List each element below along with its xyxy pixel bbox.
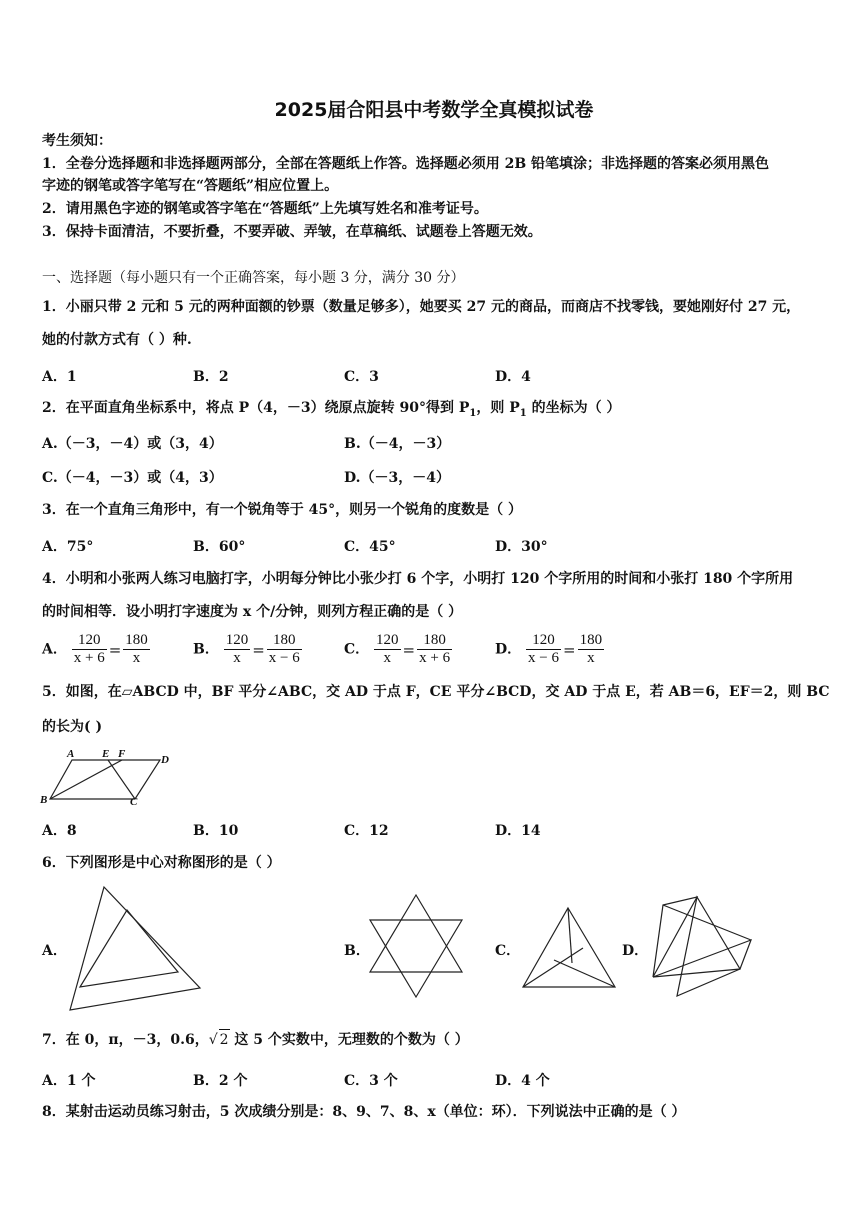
q1-option-b: B．2 xyxy=(193,369,229,385)
q4-option-c-left-fraction xyxy=(374,632,401,667)
label-b: B xyxy=(40,794,48,806)
q6-figure-a-overlapping-triangles xyxy=(65,882,205,1014)
label-e: E xyxy=(102,748,110,760)
q5-parallelogram-figure xyxy=(38,745,173,807)
q5-stem-line1: 5．如图，在▱ABCD 中，BF 平分∠ABC，交 AD 于点 F，CE 平分∠BCD，交 AD 于点 E，若 AB＝6，EF＝2，则 BC xyxy=(42,684,830,700)
sqrt-radicand: 2 xyxy=(219,1029,230,1050)
q2-stem-part-a: 2．在平面直角坐标系中，将点 P（4，－3）绕原点旋转 90°得到 P xyxy=(42,400,470,416)
q3-option-c: C．45° xyxy=(344,539,396,555)
q3-option-d: D．30° xyxy=(495,539,548,555)
q7-option-b: B．2 个 xyxy=(193,1073,248,1089)
q4-option-b-right-fraction xyxy=(267,632,302,667)
denominator: x − 6 xyxy=(268,650,300,666)
numerator: 180 xyxy=(417,632,452,650)
q4-option-c xyxy=(344,632,452,667)
q4-option-b xyxy=(193,632,302,667)
q3-option-b: B．60° xyxy=(193,539,246,555)
numerator: 180 xyxy=(579,632,603,648)
numerator: 120 xyxy=(72,632,107,650)
parallelogram-abcd xyxy=(50,760,160,799)
q2-option-b: B.（－4，－3） xyxy=(344,436,451,452)
q6-figure-c-triangle xyxy=(520,905,620,991)
q1-option-d: D．4 xyxy=(495,369,531,385)
label-c: C xyxy=(130,796,138,807)
label-f: F xyxy=(118,748,126,760)
q5-option-d: D．14 xyxy=(495,823,541,839)
q4-option-d xyxy=(495,632,604,667)
q6-option-c-label: C． xyxy=(495,943,521,959)
q7-stem-part-b: 这 5 个实数中，无理数的个数为（ ） xyxy=(229,1032,469,1048)
q2-stem-part-c: 的坐标为（ ） xyxy=(526,400,621,416)
q1-stem-line2: 她的付款方式有（ ）种. xyxy=(42,332,192,348)
q4-stem-line2: 的时间相等．设小明打字速度为 x 个/分钟，则列方程正确的是（ ） xyxy=(42,604,463,620)
inner-segment-3 xyxy=(523,948,583,987)
triangle-3 xyxy=(677,897,740,996)
q5-option-c: C．12 xyxy=(344,823,389,839)
q2-subscript-2: 1 xyxy=(519,407,527,419)
q4-option-c-right-fraction xyxy=(417,632,452,667)
notice-line-1a: 1．全卷分选择题和非选择题两部分，全部在答题纸上作答。选择题必须用 2B 铅笔填涂；非选择题的答案必须用黑色 xyxy=(42,156,770,172)
equals-sign: = xyxy=(252,640,265,659)
segment-ce xyxy=(108,760,135,799)
denominator: x − 6 xyxy=(528,650,559,666)
q6-stem: 6．下列图形是中心对称图形的是（ ） xyxy=(42,855,281,871)
large-triangle xyxy=(70,887,200,1010)
q5-stem-line2: 的长为( ) xyxy=(42,719,103,735)
q7-stem xyxy=(42,1029,469,1050)
page-title: 2025届合阳县中考数学全真模拟试卷 xyxy=(274,99,594,121)
q2-option-c: C.（－4，－3）或（4，3） xyxy=(42,470,223,486)
q6-option-a-label: A． xyxy=(42,943,67,959)
q4-option-a-label: A． xyxy=(42,641,67,658)
inner-segment-1 xyxy=(568,908,572,963)
equals-sign: = xyxy=(562,640,576,659)
numerator: 120 xyxy=(225,632,249,648)
triangle-1 xyxy=(653,897,697,977)
q7-option-a: A．1 个 xyxy=(42,1073,96,1089)
q8-stem: 8．某射击运动员练习射击，5 次成绩分别是：8、9、7、8、x（单位：环）．下列说法中正确的是（ ） xyxy=(42,1104,686,1120)
q1-option-a: A．1 xyxy=(42,369,77,385)
numerator: 120 xyxy=(526,632,561,650)
section-heading: 一、选择题（每小题只有一个正确答案，每小题 3 分，满分 30 分） xyxy=(42,270,465,286)
inner-segment-2 xyxy=(554,960,615,987)
q7-stem-part-a: 7．在 0，π，－3，0.6， xyxy=(42,1032,209,1048)
q4-option-a-right-fraction xyxy=(123,632,150,667)
q1-stem-line1: 1．小丽只带 2 元和 5 元的两种面额的钞票（数量足够多），她要买 27 元的商品，而商店不找零钱，要她刚好付 27 元， xyxy=(42,299,801,315)
radical-sign: √ xyxy=(208,1032,218,1048)
equals-sign: = xyxy=(402,640,416,659)
q4-option-a xyxy=(42,632,150,667)
q6-option-b-label: B． xyxy=(344,943,370,959)
q4-option-b-label: B． xyxy=(193,641,219,658)
notice-line-3: 3．保持卡面清洁，不要折叠，不要弄破、弄皱，在草稿纸、试题卷上答题无效。 xyxy=(42,224,542,240)
upward-triangle xyxy=(370,895,462,972)
q4-option-b-left-fraction xyxy=(224,632,251,667)
q4-stem-line1: 4．小明和小张两人练习电脑打字，小明每分钟比小张少打 6 个字，小明打 120 个字所用的时间和小张打 180 个字所用 xyxy=(42,571,794,587)
notice-line-1b: 字迹的钢笔或答字笔写在“答题纸”相应位置上。 xyxy=(42,178,339,194)
q4-option-d-label: D． xyxy=(495,641,522,658)
downward-triangle xyxy=(370,920,462,997)
q4-option-c-label: C． xyxy=(344,641,370,658)
equals-sign: = xyxy=(108,640,122,659)
denominator: x xyxy=(587,650,595,666)
q2-option-d: D.（－3，－4） xyxy=(344,470,450,486)
q7-option-c: C．3 个 xyxy=(344,1073,398,1089)
q3-option-a: A．75° xyxy=(42,539,94,555)
denominator: x xyxy=(233,650,241,666)
numerator: 120 xyxy=(376,632,399,648)
q4-option-a-left-fraction xyxy=(72,632,107,667)
q5-option-b: B．10 xyxy=(193,823,239,839)
q6-figure-d-overlapping-triangles xyxy=(648,893,756,1001)
label-d: D xyxy=(161,754,169,766)
q6-option-d-label: D． xyxy=(622,943,649,959)
q2-stem-part-b: ，则 P xyxy=(476,400,520,416)
q2-stem xyxy=(42,398,620,424)
denominator: x + 6 xyxy=(73,650,105,666)
q5-option-a: A．8 xyxy=(42,823,77,839)
q7-option-d: D．4 个 xyxy=(495,1073,550,1089)
triangle-2 xyxy=(653,940,751,977)
numerator: 180 xyxy=(267,632,302,650)
denominator: x xyxy=(132,650,141,666)
denominator: x + 6 xyxy=(419,650,451,666)
notice-line-2: 2．请用黑色字迹的钢笔或答字笔在“答题纸”上先填写姓名和准考证号。 xyxy=(42,201,488,217)
q2-subscript-1: 1 xyxy=(469,407,477,419)
q2-option-a: A.（－3，－4）或（3，4） xyxy=(42,436,223,452)
label-a: A xyxy=(67,748,75,760)
notice-heading: 考生须知： xyxy=(42,133,112,149)
q3-stem: 3．在一个直角三角形中，有一个锐角等于 45°，则另一个锐角的度数是（ ） xyxy=(42,502,522,518)
q4-option-d-right-fraction xyxy=(578,632,605,667)
q4-option-d-left-fraction xyxy=(526,632,561,667)
q6-figure-b-hexagram xyxy=(365,892,467,1000)
denominator: x xyxy=(383,650,392,666)
numerator: 180 xyxy=(125,632,148,648)
q1-option-c: C．3 xyxy=(344,369,379,385)
